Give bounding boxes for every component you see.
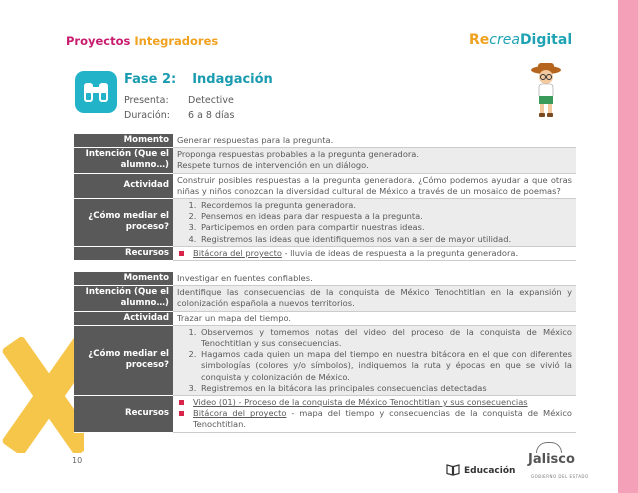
activity-table-2	[74, 272, 576, 433]
page-number: 10	[72, 456, 83, 465]
list-item: 2. Hagamos cada quien un mapa del tiempo en nuestra bitácora en el que con diferentes simbologías (colores y/o símbolos), indiquemos la ruta y épocas en que se vivió la conquista y colonización de México.	[199, 349, 572, 383]
bitacora-link[interactable]: Bitácora del proyecto	[193, 408, 287, 419]
resource-item: Bitácora del proyecto - mapa del tiempo y consecuencias de la conquista de México Tenochtitlan.	[177, 408, 572, 430]
jalisco-logo-text: Jalisco	[528, 452, 575, 467]
list-item: 3. Participemos en orden para compartir nuestras ideas.	[199, 222, 572, 233]
phase-name: Indagación	[192, 72, 273, 87]
x-decoration	[0, 333, 84, 453]
row-mediar: ¿Cómo mediar el proceso? 1. Observemos y tomemos notas del video del proceso de la conquista de México Tenochtitlan y sus consecuencias. 2. Hagamos cada quien un mapa del tiempo en nuestra bitácora en el que con diferentes simbologías (colores y/o símbolos), indiquemos la ruta y épocas en que se vivió la conquista y colonización de México. 3. Registremos en la bitácora las principales consecuencias detectadas	[74, 325, 576, 395]
row-momento: Momento Investigar en fuentes confiables.	[74, 272, 576, 286]
recursos-list	[177, 397, 572, 431]
mediar-list	[177, 327, 572, 394]
bitacora-link[interactable]: Bitácora del proyecto	[193, 247, 282, 258]
list-item: 1. Observemos y tomemos notas del video del proceso de la conquista de México Tenochtitlan y sus consecuencias.	[199, 327, 572, 349]
brand-title	[66, 34, 218, 48]
list-item: 3. Registremos en la bitácora las principales consecuencias detectadas	[199, 383, 572, 394]
resource-item	[177, 397, 572, 408]
row-actividad: Actividad Construir posibles respuestas a la pregunta generadora. ¿Cómo podemos ayudar a que otras niñas y niños conozcan la diversidad cultural de México a través de un mosaico de poemas?	[74, 173, 576, 198]
list-item: 2. Pensemos en ideas para dar respuesta a la pregunta.	[199, 211, 572, 222]
recursos-list	[177, 248, 572, 259]
video-link[interactable]: Video (01) - Proceso de la conquista de México Tenochtitlan y sus consecuencias	[193, 397, 528, 408]
list-item: 4. Registremos las ideas que identifiquemos nos van a ser de mayor utilidad.	[199, 234, 572, 245]
brand-title-part1: Proyectos	[66, 34, 131, 48]
recrea-digital-logo: RecreaDigital	[469, 32, 573, 48]
mediar-list	[177, 200, 572, 245]
activity-table-1	[74, 134, 576, 261]
brand-title-part2: Integradores	[134, 34, 219, 48]
row-recursos: Recursos Video (01) - Proceso de la conquista de México Tenochtitlan y sus consecuencias Bitácora del proyecto - mapa del tiempo y consecuencias de la conquista de México Tenochtitlan.	[74, 396, 576, 433]
row-intencion: Intención (Que el alumno…) Proponga respuestas probables a la pregunta generadora. Respete turnos de intervención en un diálogo.	[74, 148, 576, 173]
row-recursos: Recursos Bitácora del proyecto - lluvia de ideas de respuesta a la pregunta generadora.	[74, 246, 576, 260]
detective-character-illustration	[528, 60, 564, 120]
list-item: 1. Recordemos la pregunta generadora.	[199, 200, 572, 211]
row-actividad: Actividad Trazar un mapa del tiempo.	[74, 311, 576, 325]
book-icon	[446, 464, 460, 476]
row-intencion: Intención (Que el alumno…) Identifique las consecuencias de la conquista de México Tenochtitlan en la expansión y colonización española a nuevos territorios.	[74, 286, 576, 311]
phase-label: Fase 2:	[124, 72, 177, 87]
binoculars-icon	[75, 71, 117, 113]
educacion-logo-text: Educación	[464, 466, 516, 476]
side-decoration-bar	[618, 0, 638, 493]
resource-item: Bitácora del proyecto - lluvia de ideas de respuesta a la pregunta generadora.	[177, 248, 572, 259]
row-mediar: ¿Cómo mediar el proceso? 1. Recordemos la pregunta generadora. 2. Pensemos en ideas para dar respuesta a la pregunta. 3. Participemos en orden para compartir nuestras ideas. 4. Registremos las ideas que identifiquemos nos van a ser de mayor utilidad.	[74, 199, 576, 247]
row-momento: Momento Generar respuestas para la pregunta.	[74, 134, 576, 148]
duracion-row: Duración: 6 a 8 días	[124, 110, 235, 121]
jalisco-subtitle: GOBIERNO DEL ESTADO	[531, 474, 589, 479]
phase-title	[124, 72, 273, 87]
presenta-row: Presenta: Detective	[124, 95, 234, 106]
